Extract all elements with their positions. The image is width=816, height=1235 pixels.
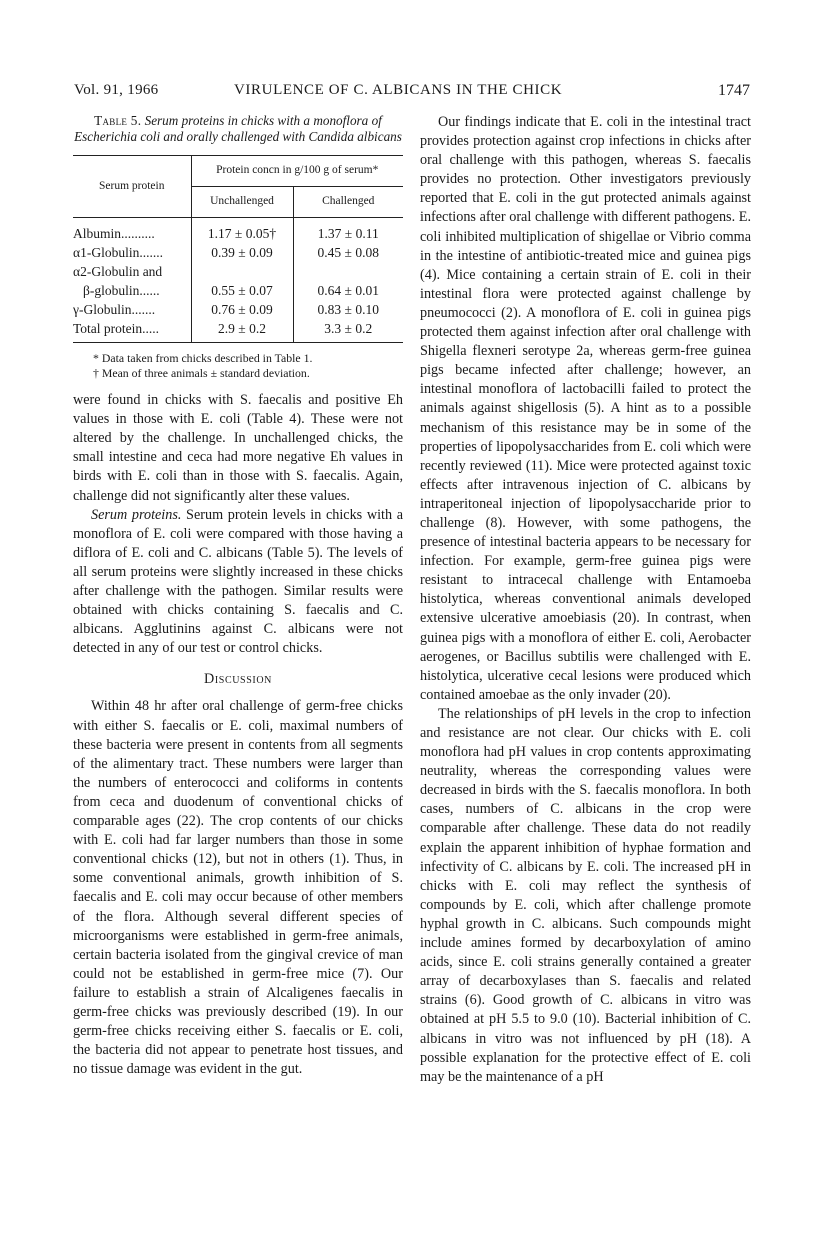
row-label: γ-Globulin....... xyxy=(73,300,191,319)
paragraph: Within 48 hr after oral challenge of germ-free chicks with either S. faecalis or E. coli, maximal numbers of these bacteria were present in contents from all segments of the alimentary tract. These numbers were larger than the numbers of enterococci and coliforms in contents from ceca and duodenum of conventional chicks of comparable ages (22). The crop contents of our chicks with E. coli had far larger numbers than those in some conventional chicks (12), but not in others (1). Thus, in some conventional animals, growth inhibition of S. faecalis and E. coli may occur because of other members of the flora. Although several different species of microorganisms were established in germ-free animals, certain bacteria isolated from the gingival crevice of man could not be established in germ-free mice (7). Our failure to establish a strain of Alcaligenes faecalis in germ-free chicks was previously described (19). In our germ-free chicks receiving either S. faecalis or E. coli, the bacteria did not appear to penetrate host tissues, and no tissue damage was evident in the gut. xyxy=(73,698,403,1078)
row-label: Total protein..... xyxy=(73,319,191,343)
journal-volume: Vol. 91, 1966 xyxy=(74,82,159,98)
page-number: 1747 xyxy=(718,82,750,99)
row-label: α1-Globulin....... xyxy=(73,243,191,262)
cell-unchallenged: 0.55 ± 0.07 xyxy=(191,281,293,300)
paragraph: The relationships of pH levels in the crop to infection and resistance are not clear. Our chicks with E. coli monoflora had pH values in crop contents approximating neutrality, whereas the corresponding values were decreased in birds with the S. faecalis monoflora. In both cases, numbers of C. albicans in the crop were comparable after challenge. These data do not readily explain the apparent inhibition of hyphae formation and infectivity of C. albicans by E. coli. The increased pH in chicks with E. coli may reflect the synthesis of compounds by E. coli, which after challenge promote hyphal growth in C. albicans. Such compounds might include amines formed by decarboxylation of amino acids, since E. coli strains generally contained a greater array of decarboxylases than S. faecalis and related strains (6). Good growth of C. albicans in vitro was obtained at pH 5.5 to 9.0 (10). Bacterial inhibition of C. albicans in vitro was not influenced by pH (18). A possible explanation for the protective effect of E. coli may be the maintenance of a pH xyxy=(420,705,751,1085)
table-row xyxy=(73,224,403,243)
row-label: β-globulin...... xyxy=(73,281,191,300)
cell-unchallenged: 1.17 ± 0.05† xyxy=(191,224,293,243)
running-header xyxy=(74,82,750,104)
table-label: Table 5. xyxy=(94,113,142,128)
table-row xyxy=(73,300,403,319)
footnote: † Mean of three animals ± standard deviation. xyxy=(93,366,310,381)
cell-unchallenged: 0.76 ± 0.09 xyxy=(191,300,293,319)
running-title: VIRULENCE OF C. ALBICANS IN THE CHICK xyxy=(234,82,563,98)
row-label: α2-Globulin and xyxy=(73,262,191,281)
table-row xyxy=(73,319,403,343)
cell-challenged xyxy=(293,262,403,281)
cell-unchallenged: 2.9 ± 0.2 xyxy=(191,319,293,343)
header-protein-concn: Protein concn in g/100 g of serum* xyxy=(191,156,403,187)
table-row xyxy=(73,243,403,262)
paragraph xyxy=(73,506,403,659)
table-row xyxy=(73,262,403,281)
section-heading: Discussion xyxy=(204,671,272,688)
cell-challenged: 0.83 ± 0.10 xyxy=(317,301,379,317)
paragraph: were found in chicks with S. faecalis and positive Eh values in those with E. coli (Table 4). These were not altered by the challenge. In unchallenged chicks, the small intestine and ceca had more negative Eh values in birds with E. coli than in those with S. faecalis. Again, challenge did not significantly alter these values. xyxy=(73,392,403,504)
paragraph: Our findings indicate that E. coli in the intestinal tract provides protection against crop infections in chicks after oral challenge with this pathogen, whereas S. faecalis provides no protection. Other investigators previously reported that E. coli in the gut protected animals against infections after oral challenge with different pathogens. E. coli inhibited multiplication of shigellae or Vibrio comma in the intestine of antibiotic-treated mice and guinea pigs (4). Mice containing a certain strain of E. coli in their intestinal flora were protected against challenge by pneumococci (2). A monoflora of E. coli in guinea pigs protected them against infection after oral challenge with Shigella flexneri serotype 2a, whereas germ-free guinea pigs became infected after challenge; however, an intestinal monoflora of lactobacilli failed to protect the animals against shigellosis (5). A hint as to a possible mechanism of this resistance may be in some of the properties of lipopolysaccharides from E. coli which were recently reviewed (11). Mice were protected against toxic effects after intravenous injection of C. albicans by intraperitoneal injection of lipopolysaccharide prior to challenge (8). However, with some pathogens, the presence of intestinal bacteria appears to be necessary for infection. For example, germ-free guinea pigs were resistant to intracecal challenge with Entamoeba histolytica, whereas conventional animals developed extensive ulcerative amoebiasis (20). In contrast, when guinea pigs with a monoflora of either E. coli, Aerobacter aerogenes, or Bacillus subtilis were challenged with E. histolytica, ulcerative cecal lesions were produced which contained amoebae as the only invader (20). xyxy=(420,114,751,703)
table-caption xyxy=(73,113,403,145)
table-header-row xyxy=(73,156,403,187)
row-label: Albumin.......... xyxy=(73,224,191,243)
cell-unchallenged: 0.39 ± 0.09 xyxy=(191,243,293,262)
header-serum-protein: Serum protein xyxy=(73,156,191,218)
header-challenged: Challenged xyxy=(293,187,403,218)
footnote: * Data taken from chicks described in Table 1. xyxy=(93,351,313,366)
table-footnotes xyxy=(93,351,403,381)
cell-unchallenged xyxy=(191,262,293,281)
paragraph-text: Serum protein levels in chicks with a monoflora of E. coli were compared with those having a diflora of E. coli and C. albicans (Table 5). The levels of all serum proteins were slightly increased in these chicks after challenge with the pathogen. Similar results were obtained with chicks containing S. faecalis and C. albicans. Agglutinins against C. albicans were not detected in any of our test or control chicks. xyxy=(73,506,403,657)
left-column xyxy=(73,113,403,1079)
paragraph-heading: Serum proteins. xyxy=(91,506,182,523)
right-column xyxy=(420,113,751,1087)
cell-challenged: 0.64 ± 0.01 xyxy=(317,282,379,298)
header-unchallenged: Unchallenged xyxy=(191,187,293,218)
table-row xyxy=(73,281,403,300)
cell-challenged: 1.37 ± 0.11 xyxy=(317,225,379,241)
cell-challenged: 0.45 ± 0.08 xyxy=(317,244,379,260)
serum-protein-table xyxy=(73,155,403,343)
table-caption-text: Serum proteins in chicks with a monoflora of Escherichia coli and orally challenged with Candida albicans xyxy=(74,113,402,144)
cell-challenged: 3.3 ± 0.2 xyxy=(293,319,403,343)
